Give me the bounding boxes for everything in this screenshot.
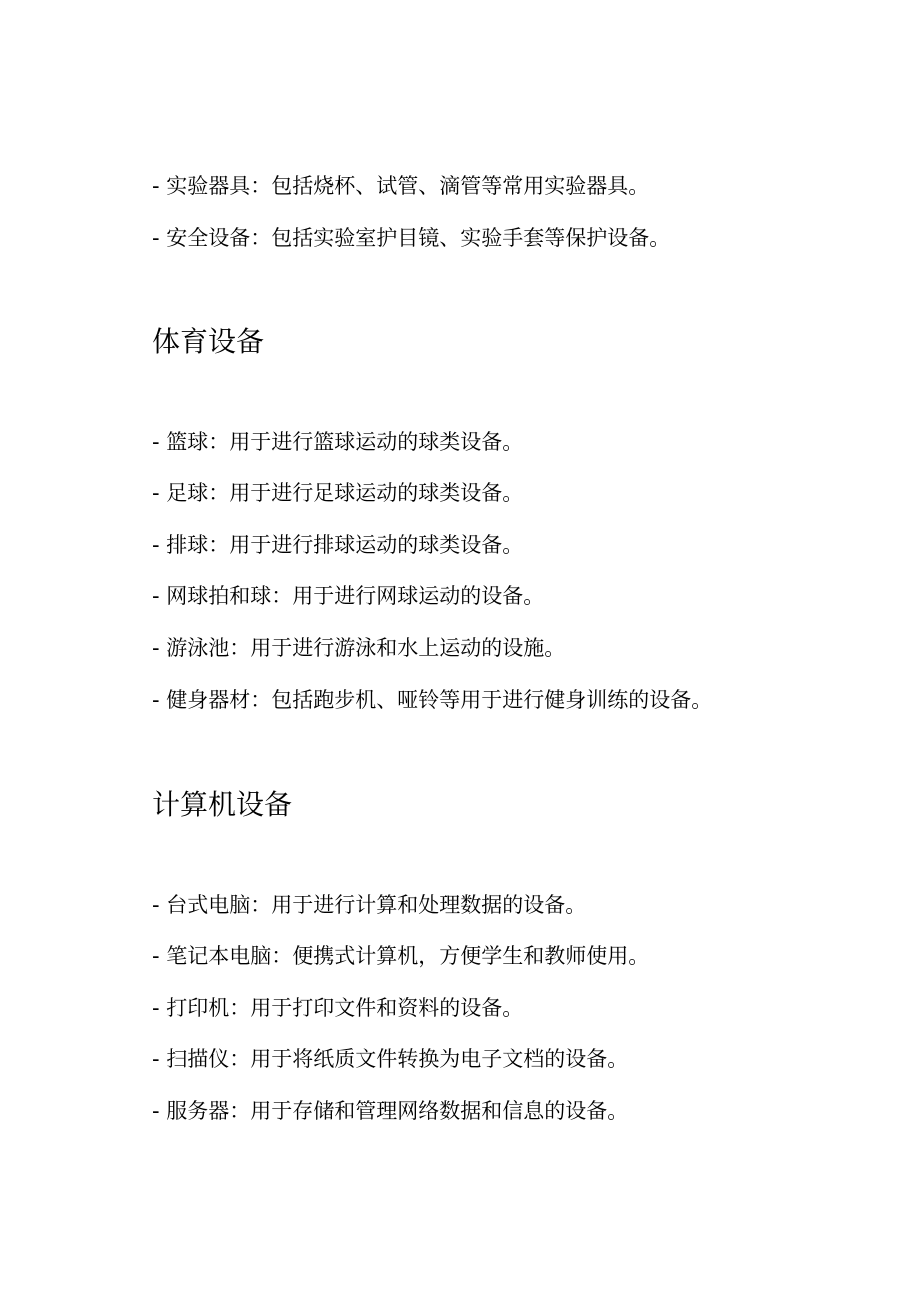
section-heading-computers: 计算机设备 [152,788,293,821]
list-item: - 扫描仪：用于将纸质文件转换为电子文档的设备。 [152,1047,629,1071]
list-item: - 台式电脑：用于进行计算和处理数据的设备。 [152,893,587,917]
list-item: - 排球：用于进行排球运动的球类设备。 [152,533,524,557]
list-item: - 健身器材：包括跑步机、哑铃等用于进行健身训练的设备。 [152,688,713,712]
list-item: - 足球：用于进行足球运动的球类设备。 [152,481,524,505]
section-heading-sports: 体育设备 [152,325,265,358]
list-item: - 笔记本电脑：便携式计算机，方便学生和教师使用。 [152,944,650,968]
list-item: - 安全设备：包括实验室护目镜、实验手套等保护设备。 [152,226,671,250]
list-item: - 打印机：用于打印文件和资料的设备。 [152,996,524,1020]
list-item: - 篮球：用于进行篮球运动的球类设备。 [152,430,524,454]
list-item: - 网球拍和球：用于进行网球运动的设备。 [152,584,545,608]
list-item: - 游泳池：用于进行游泳和水上运动的设施。 [152,636,566,660]
list-item: - 实验器具：包括烧杯、试管、滴管等常用实验器具。 [152,174,650,198]
list-item: - 服务器：用于存储和管理网络数据和信息的设备。 [152,1099,629,1123]
